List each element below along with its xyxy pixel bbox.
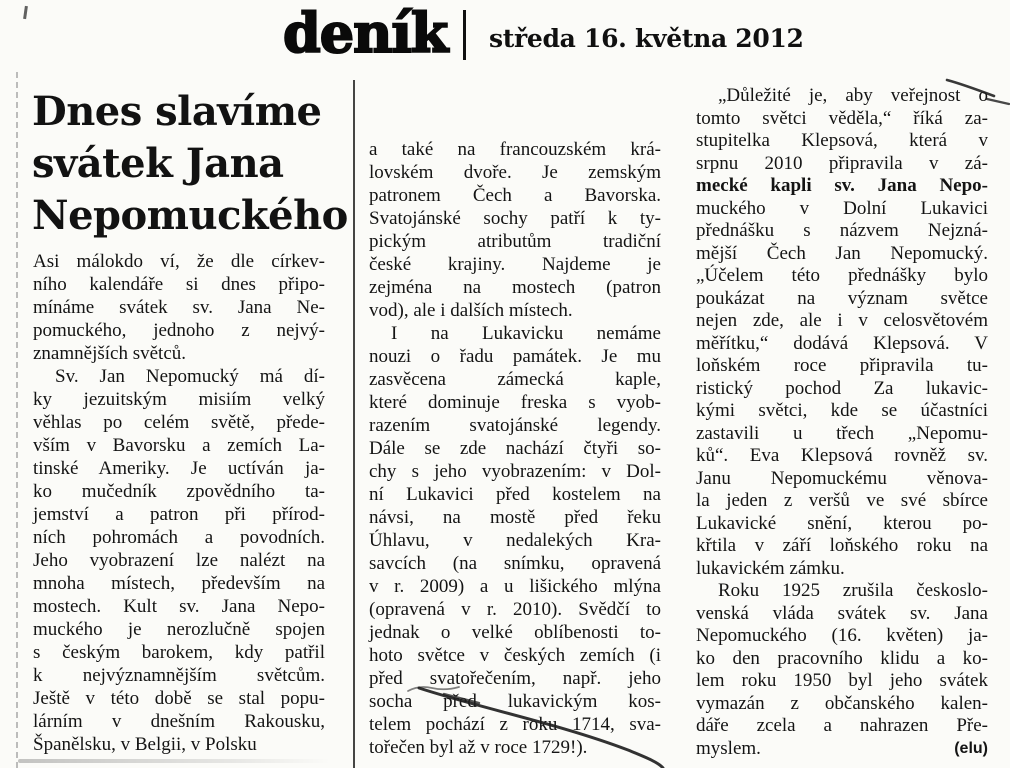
text-line: vším v Bavorsku a zemích La- xyxy=(33,435,325,456)
text-line: mější Čech Jan Nepomucký. xyxy=(696,242,988,264)
text-line: (opravená v r. 2010). Svědčí to xyxy=(369,599,661,620)
text-line: nouzi o řadu památek. Je mu xyxy=(369,346,661,367)
text-line: pomuckého, jednoho z nejvý- xyxy=(33,320,325,341)
text-line: Sv. Jan Nepomucký má dí- xyxy=(55,366,325,387)
text-line: telem pochází z roku 1714, sva- xyxy=(369,714,661,735)
text-line: I na Lukavicku nemáme xyxy=(391,323,661,344)
text-line: Jeho vyobrazení lze nalézt na xyxy=(33,550,325,571)
text-line: zastavili u třech „Nepomu- xyxy=(696,422,988,444)
text-line: Janu Nepomuckému věnova- xyxy=(696,467,988,489)
text-line: které dominuje freska s vyob- xyxy=(369,392,661,413)
article-column-3 xyxy=(696,85,988,760)
text-line: zejména na mostech (patron xyxy=(369,277,661,298)
headline-line: Nepomuckého xyxy=(32,192,348,239)
text-line: venská vláda svátek sv. Jana xyxy=(696,602,988,624)
text-line: socha před lukavickým kos- xyxy=(369,691,661,712)
text-line: Dále se zde nachází čtyři so- xyxy=(369,438,661,459)
text-line: ko den pracovního klidu a ko- xyxy=(696,647,988,669)
text-line: patronem Čech a Bavorska. xyxy=(369,185,661,206)
text-line: Nepomuckého (16. květen) ja- xyxy=(696,625,988,646)
text-line: kými světci, kde se účastníci xyxy=(696,400,988,421)
text-line: lovském dvoře. Je zemským xyxy=(369,162,661,183)
text-line: muckého je nerozlučně spojen xyxy=(33,619,325,640)
scan-bottom-smudge xyxy=(18,759,330,763)
text-line: k nejvýznamnějším světcům. xyxy=(33,665,325,686)
text-line: a také na francouzském krá- xyxy=(369,139,661,160)
text-line: poukázat na význam světce xyxy=(696,287,988,309)
text-line: chy s jeho vyobrazením: v Dol- xyxy=(369,461,661,482)
text-line: s českým barokem, kdy patřil xyxy=(33,642,325,663)
text-line: ků“. Eva Klepsová rovněž sv. xyxy=(696,445,988,466)
text-line: ky jezuitským misiím velký xyxy=(33,389,325,410)
text-line: přednášku s názvem Nejzná- xyxy=(696,220,988,241)
text-line: Španělsku, v Belgii, v Polsku xyxy=(33,734,257,755)
text-line: la jeden z veršů ve své sbírce xyxy=(696,490,988,511)
text-line: hoto světce v českých zemích (i xyxy=(369,645,661,666)
text-line: razením svatojánské legendy. xyxy=(369,415,661,436)
text-line: Ještě v této době se stal popu- xyxy=(33,688,325,709)
text-line: „Účelem této přednášky bylo xyxy=(696,265,988,286)
text-line: dáře zcela a nahrazen Pře- xyxy=(696,715,988,736)
text-line: muckého v Dolní Lukavici xyxy=(696,197,988,219)
newspaper-logo: deník xyxy=(283,1,448,65)
text-line: znamnějších světců. xyxy=(33,343,187,364)
text-line: mnoha místech, především na xyxy=(33,573,325,594)
text-line: mínáme svátek sv. Jana Ne- xyxy=(33,297,325,318)
text-line: české krajiny. Najdeme je xyxy=(369,254,661,275)
scan-corner-mark xyxy=(23,6,28,19)
text-line: lem roku 1950 byl jeho svátek xyxy=(696,670,988,691)
text-line: myslem. (elu) xyxy=(696,737,988,759)
text-line: pickým atributům tradiční xyxy=(369,231,661,252)
headline-line: svátek Jana xyxy=(32,140,284,187)
text-line: návsi, na mostě před řeku xyxy=(369,507,661,528)
text-line: vod), ale i dalších místech. xyxy=(369,300,573,321)
text-line: věhlas po celém světě, přede- xyxy=(33,412,325,433)
text-line: stupitelka Klepsová, která v xyxy=(696,130,988,151)
text-line: Asi málokdo ví, že dle církev- xyxy=(33,251,325,272)
text-line: vymazán z občanského kalen- xyxy=(696,692,988,714)
text-line: křtila v září loňského roku na xyxy=(696,535,988,556)
text-line: „Důležité je, aby veřejnost o xyxy=(718,85,988,106)
text-line: tomto světci věděla,“ říká za- xyxy=(696,107,988,129)
text-line: měřítku,“ dodává Klepsová. V xyxy=(696,332,988,354)
masthead-divider xyxy=(463,10,466,60)
text-line: jemství a patron při přírod- xyxy=(33,504,325,525)
text-line: mecké kapli sv. Jana Nepo- xyxy=(696,175,988,196)
text-line: Svatojánské sochy patří k ty- xyxy=(369,208,661,229)
text-line: ních pohromách a povodních. xyxy=(33,527,325,548)
text-line: savcích (na snímku, opravená xyxy=(369,553,661,574)
text-line: ního kalendáře si dnes připo- xyxy=(33,274,325,295)
column-rule xyxy=(353,80,355,768)
clipping-left-edge xyxy=(16,72,18,768)
text-line: Roku 1925 zrušila českoslo- xyxy=(718,580,988,601)
text-line: ní Lukavici před kostelem na xyxy=(369,484,661,505)
text-line: nejen zde, ale i v celosvětovém xyxy=(696,310,988,331)
article-headline xyxy=(32,86,352,242)
text-line: lukavickém zámku. xyxy=(696,557,845,579)
text-line: lárním v dnešním Rakousku, xyxy=(33,711,325,732)
text-line: mostech. Kult sv. Jana Nepo- xyxy=(33,596,325,617)
pen-dash-top-right xyxy=(987,99,1009,104)
text-line: zasvěcena zámecká kaple, xyxy=(369,369,661,390)
text-line: ristický pochod Za lukavic- xyxy=(696,377,988,399)
text-line: loňském roce připravila tu- xyxy=(696,355,988,376)
text-line: v r. 2009) a u lišického mlýna xyxy=(369,576,661,597)
text-line: tinské Ameriky. Je uctíván ja- xyxy=(33,458,325,479)
text-line: jednak o velké oblíbenosti to- xyxy=(369,622,661,643)
headline-line: Dnes slavíme xyxy=(32,88,322,135)
text-line: před svatořečením, např. jeho xyxy=(369,668,661,689)
article-column-2 xyxy=(369,138,661,759)
text-line: tořečen byl až v roce 1729!). xyxy=(369,737,588,758)
article-column-1 xyxy=(33,250,325,756)
text-line: ko mučedník zpovědního ta- xyxy=(33,481,325,502)
issue-date: středa 16. května 2012 xyxy=(489,24,804,53)
text-line: Lukavické snění, kterou po- xyxy=(696,512,988,534)
author-initials: (elu) xyxy=(954,739,988,757)
text-line: srpnu 2010 připravila v zá- xyxy=(696,152,988,174)
text-line: Úhlavu, v nedalekých Kra- xyxy=(369,530,661,551)
